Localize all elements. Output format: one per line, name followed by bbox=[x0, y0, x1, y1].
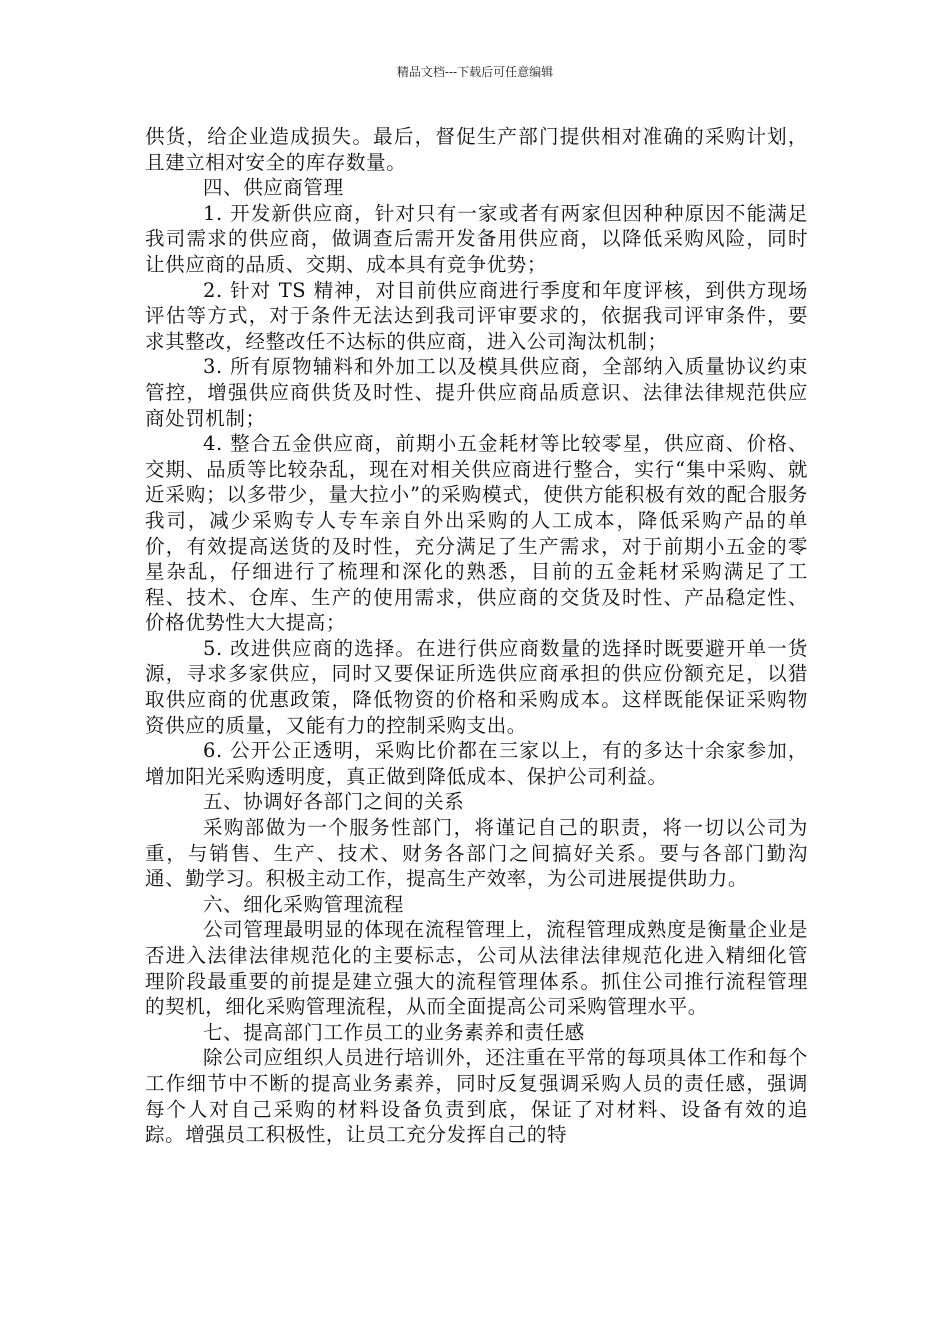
page-header: 精品文档---下载后可任意编辑 bbox=[396, 65, 554, 79]
paragraph-supplier-3: 3. 所有原物辅料和外加工以及模具供应商，全部纳入质量协议约束管控，增强供应商供货及时性、提升供应商品质意识、法律法律规范供应商处罚机制； bbox=[145, 355, 808, 430]
section-heading-4: 四、供应商管理 bbox=[203, 176, 344, 200]
paragraph-coordination: 采购部做为一个服务性部门，将谨记自己的职责，将一切以公司为重，与销售、生产、技术、财务各部门之间搞好关系。要与各部门勤沟通、勤学习。积极主动工作，提高生产效率，为公司进展提供助力。 bbox=[145, 816, 808, 891]
paragraph-staff: 除公司应组织人员进行培训外，还注重在平常的每项具体工作和每个工作细节中不断的提高业务素养，同时反复强调采购人员的责任感，强调每个人对自己采购的材料设备负责到底，保证了对材料、设备有效的追踪。增强员工积极性，让员工充分发挥自己的特 bbox=[145, 1046, 808, 1147]
paragraph-supplier-4: 4. 整合五金供应商，前期小五金耗材等比较零星，供应商、价格、交期、品质等比较杂乱，现在对相关供应商进行整合，实行“集中采购、就近采购；以多带少，量大拉小”的采购模式，使供方能积极有效的配合服务我司，减少采购专人专车亲自外出采购的人工成本，降低采购产品的单价，有效提高送货的及时性，充分满足了生产需求，对于前期小五金的零星杂乱，仔细进行了梳理和深化的熟悉，目前的五金耗材采购满足了工程、技术、仓库、生产的使用需求，供应商的交货及时性、产品稳定性、价格优势性大大提高； bbox=[145, 432, 808, 635]
section-heading-6: 六、细化采购管理流程 bbox=[203, 892, 405, 916]
paragraph-supplier-6: 6. 公开公正透明，采购比价都在三家以上，有的多达十余家参加，增加阳光采购透明度，真正做到降低成本、保护公司利益。 bbox=[145, 739, 808, 788]
paragraph-process: 公司管理最明显的体现在流程管理上，流程管理成熟度是衡量企业是否进入法律法律规范化的主要标志，公司从法律法律规范化进入精细化管理阶段最重要的前提是建立强大的流程管理体系。抓住公司推行流程管理的契机，细化采购管理流程，从而全面提高公司采购管理水平。 bbox=[145, 918, 808, 1019]
document-body bbox=[145, 124, 808, 1148]
paragraph-supplier-2: 2. 针对 TS 精神，对目前供应商进行季度和年度评核，到供方现场评估等方式，对于条件无法达到我司评审要求的，依据我司评审条件，要求其整改，经整改任不达标的供应商，进入公司淘汰机制； bbox=[145, 278, 808, 353]
section-heading-7: 七、提高部门工作员工的业务素养和责任感 bbox=[203, 1020, 585, 1044]
paragraph-supplier-5: 5. 改进供应商的选择。在进行供应商数量的选择时既要避开单一货源，寻求多家供应，同时又要保证所选供应商承担的供应份额充足，以猎取供应商的优惠政策，降低物资的价格和采购成本。这样既能保证采购物资供应的质量，又能有力的控制采购支出。 bbox=[145, 636, 808, 737]
section-heading-5: 五、协调好各部门之间的关系 bbox=[203, 790, 465, 814]
continuation-paragraph: 供货，给企业造成损失。最后，督促生产部门提供相对准确的采购计划，且建立相对安全的库存数量。 bbox=[145, 125, 808, 174]
paragraph-supplier-1: 1. 开发新供应商，针对只有一家或者有两家但因种种原因不能满足我司需求的供应商，做调查后需开发备用供应商，以降低采购风险，同时让供应商的品质、交期、成本具有竞争优势； bbox=[145, 201, 808, 276]
